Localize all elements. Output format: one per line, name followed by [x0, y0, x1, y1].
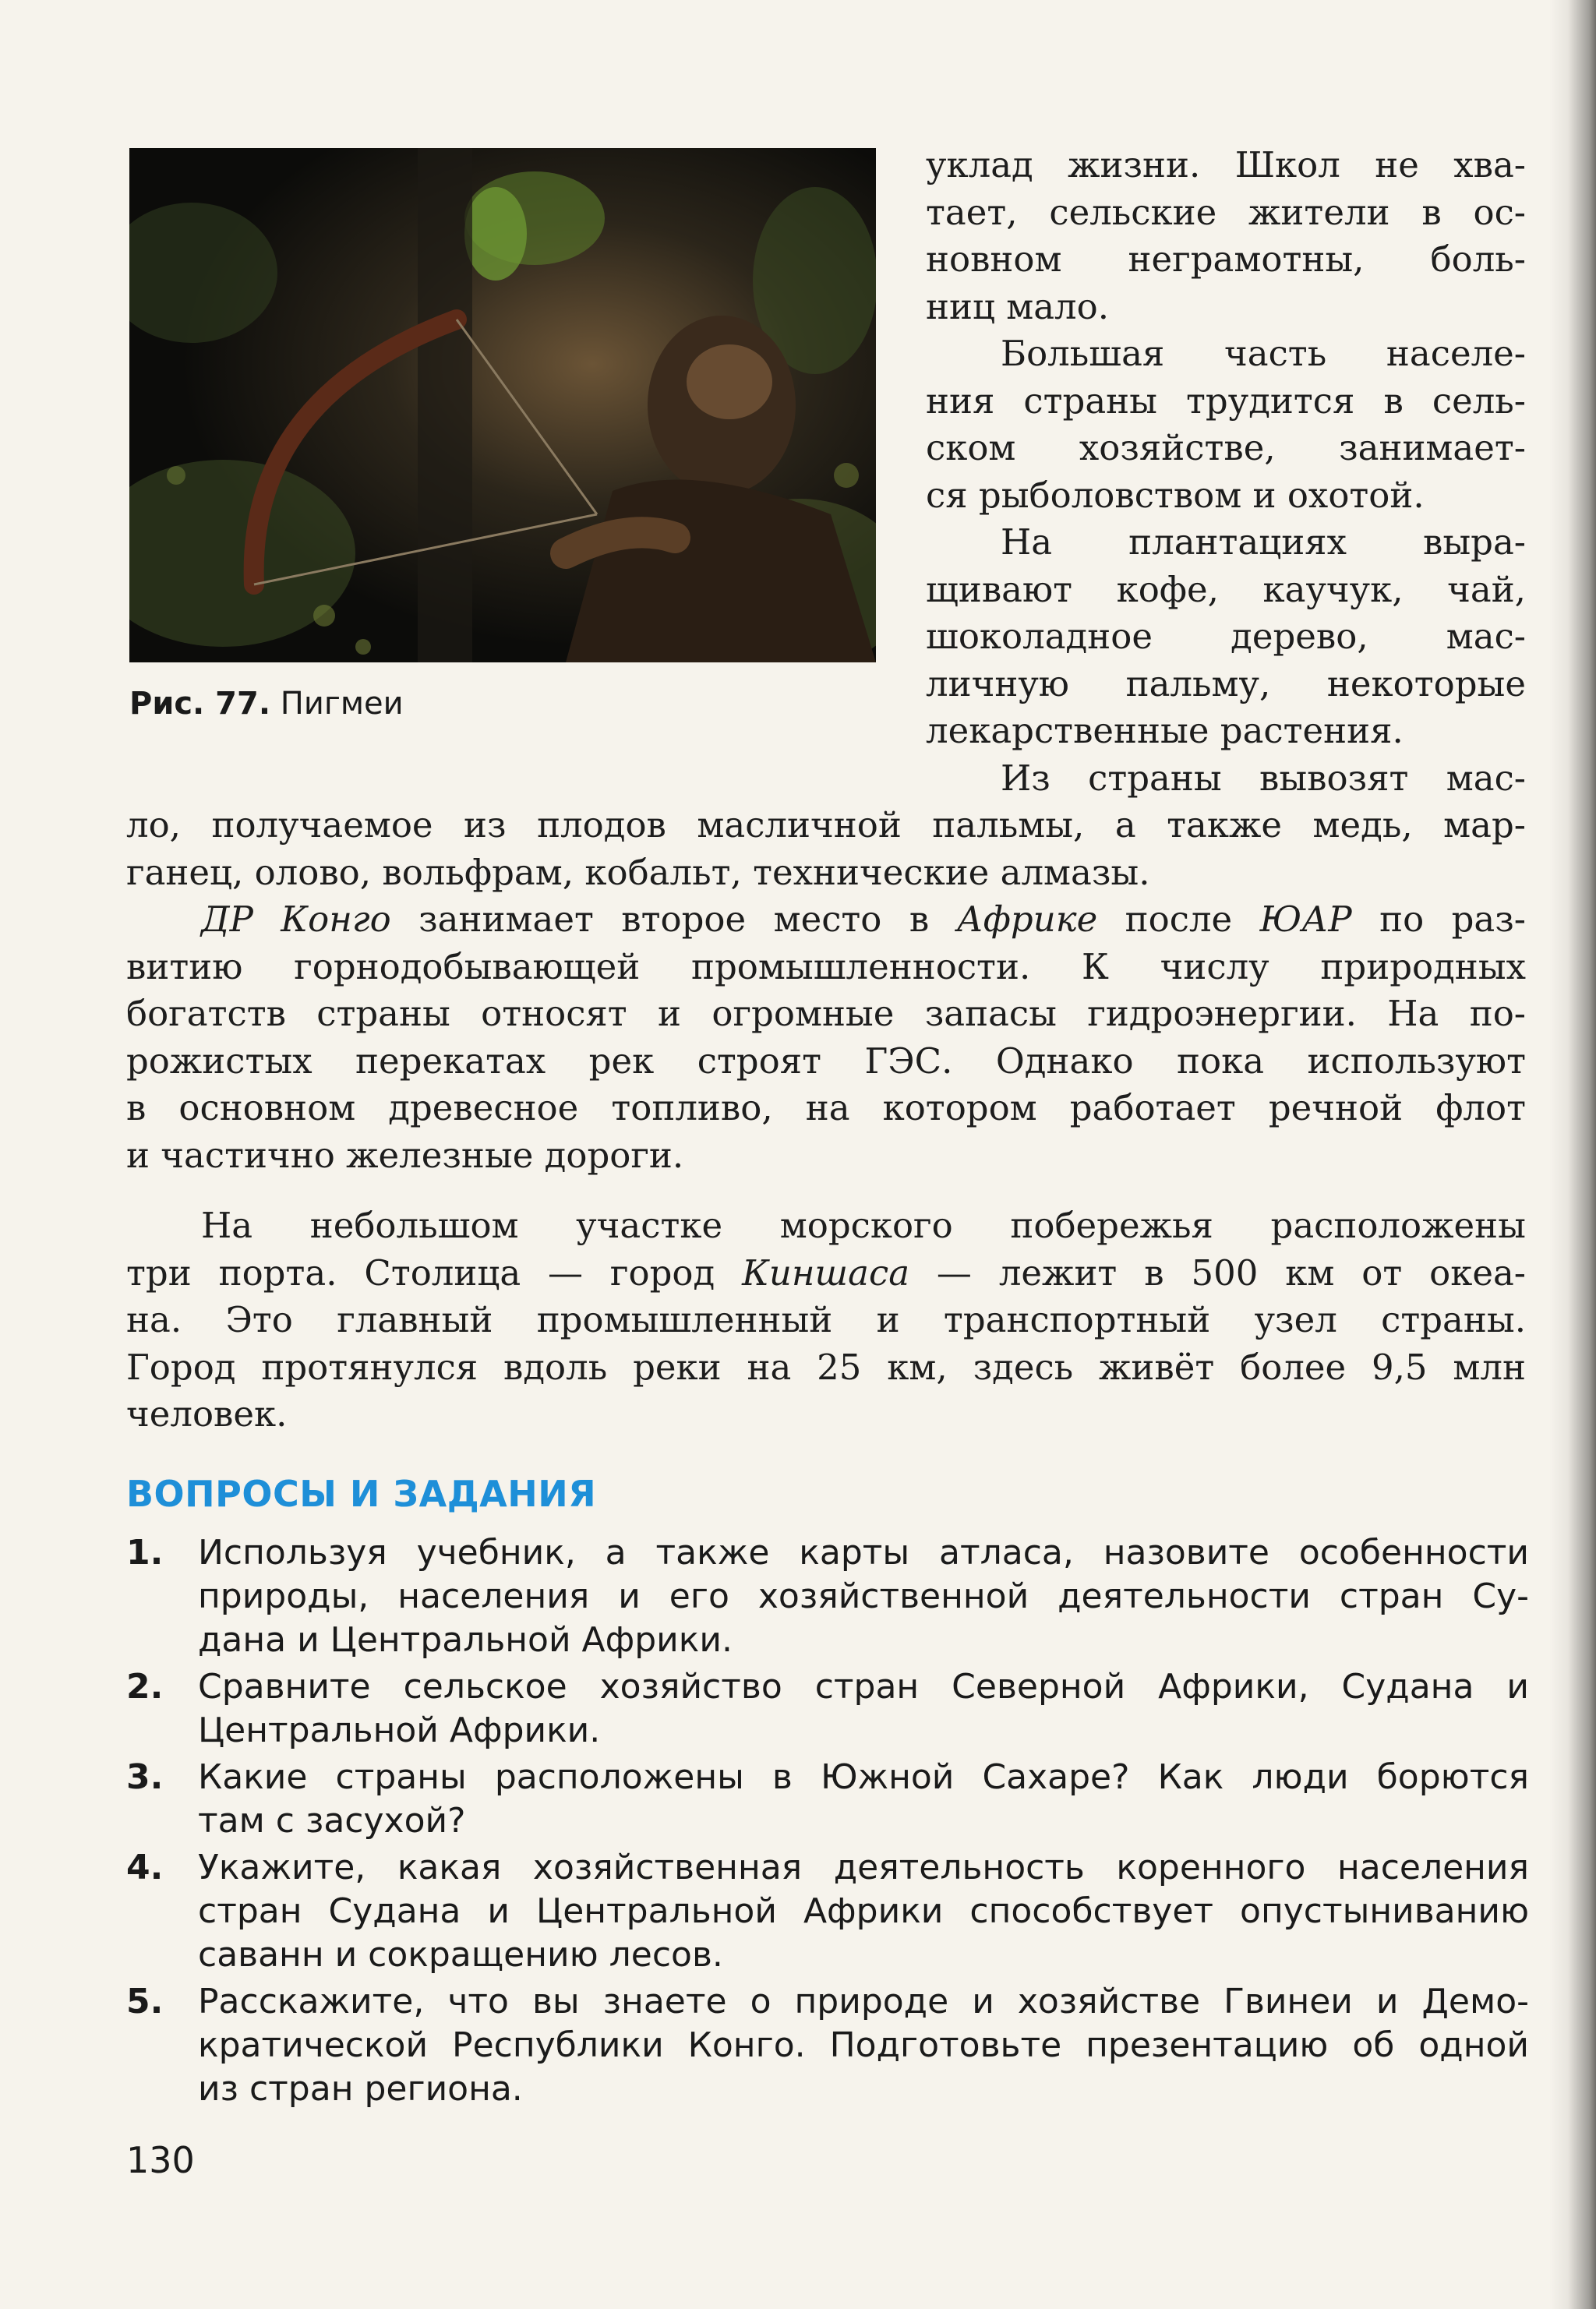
paragraph-kinshasa [126, 1202, 1526, 1439]
text-line: богатств страны относят и огромные запасы гидроэнергии. На по- [126, 993, 1526, 1034]
text-line: ганец, олово, вольфрам, кобальт, технические алмазы. [126, 851, 1150, 893]
text-line: ся рыболовством и охотой. [926, 474, 1425, 516]
text-line: щивают кофе, каучук, чай, [926, 568, 1526, 610]
questions-list [126, 1531, 1529, 2114]
text-line: ДР Конго занимает второе место в Африке после ЮАР по раз- [201, 899, 1526, 940]
question-text-line: Центральной Африки. [198, 1711, 601, 1750]
text-line: витию горнодобывающей промышленности. К числу природных [126, 945, 1526, 987]
question-text-line: там с засухой? [198, 1801, 466, 1841]
question-text-line: стран Судана и Центральной Африки способствует опустыниванию [198, 1891, 1529, 1931]
question-text-line: Какие страны расположены в Южной Сахаре? Как люди борются [198, 1757, 1529, 1797]
question-text-line: природы, населения и его хозяйственной деятельности стран Су- [198, 1576, 1529, 1616]
question-item [126, 1980, 1529, 2111]
term-kinshasa: Киншаса [742, 1252, 910, 1294]
question-item [126, 1531, 1529, 1662]
term-africa: Африке [956, 899, 1098, 940]
question-number: 4. [126, 1848, 164, 1887]
text-line: шоколадное дерево, мас- [926, 616, 1526, 657]
text-line: На плантациях выра- [1001, 521, 1526, 563]
question-text-line: из стран региона. [198, 2069, 523, 2109]
text-line: уклад жизни. Школ не хва- [926, 144, 1526, 185]
question-item [126, 1756, 1529, 1843]
text-line: лекарственные растения. [926, 710, 1404, 751]
text-line: рожистых перекатах рек строят ГЭС. Однако пока используют [126, 1040, 1526, 1082]
question-number: 1. [126, 1533, 164, 1573]
photo-illustration [129, 148, 876, 662]
section-title-questions: ВОПРОСЫ И ЗАДАНИЯ [126, 1473, 597, 1515]
text-line: Город протянулся вдоль реки на 25 км, здесь живёт более 9,5 млн [126, 1346, 1526, 1388]
page-number: 130 [126, 2139, 195, 2181]
text-line: ском хозяйстве, занимает- [926, 427, 1526, 468]
question-number: 2. [126, 1667, 164, 1707]
right-column-text [926, 142, 1526, 802]
book-spine-shadow [1549, 0, 1596, 2309]
question-text-line: Укажите, какая хозяйственная деятельность коренного населения [198, 1848, 1529, 1887]
text-line: на. Это главный промышленный и транспортный узел страны. [126, 1299, 1526, 1340]
text-line: На небольшом участке морского побережья расположены [201, 1205, 1526, 1246]
paragraph-dr-congo [126, 896, 1526, 1179]
figure-caption-text: Пигмеи [270, 686, 404, 722]
figure-photo-pygmies [129, 148, 876, 662]
text-line: личную пальму, некоторые [926, 662, 1526, 704]
term-dr-congo: ДР Конго [201, 899, 391, 940]
figure-caption-label: Рис. 77. [129, 686, 271, 722]
question-text-line: Расскажите, что вы знаете о природе и хозяйстве Гвинеи и Демо- [198, 1982, 1529, 2021]
text-line: тает, сельские жители в ос- [926, 191, 1526, 233]
text-line: в основном древесное топливо, на котором работает речной флот [126, 1087, 1526, 1128]
text-line: ния страны трудится в сель- [926, 380, 1526, 422]
question-item [126, 1665, 1529, 1753]
text-line: три порта. Столица — город Киншаса — лежит в 500 км от океа- [126, 1252, 1526, 1294]
text-line: человек. [126, 1393, 288, 1435]
question-text-line: Сравните сельское хозяйство стран Северной Африки, Судана и [198, 1667, 1529, 1707]
question-item [126, 1846, 1529, 1977]
term-south-africa: ЮАР [1259, 899, 1352, 940]
question-text-line: кратической Республики Конго. Подготовьте презентацию об одной [198, 2025, 1529, 2065]
text-line: новном неграмотны, боль- [926, 238, 1526, 280]
text-line: Большая часть населе- [1001, 333, 1526, 374]
question-text-line: Используя учебник, а также карты атласа, назовите особенности [198, 1533, 1529, 1573]
question-text-line: саванн и сокращению лесов. [198, 1935, 723, 1975]
paragraph-exports [126, 802, 1526, 896]
question-number: 3. [126, 1757, 164, 1797]
figure-caption [129, 686, 404, 722]
question-number: 5. [126, 1982, 164, 2021]
text-line: и частично железные дороги. [126, 1134, 684, 1176]
text-line: ниц мало. [926, 285, 1110, 327]
question-text-line: дана и Центральной Африки. [198, 1620, 733, 1660]
text-line: ло, получаемое из плодов масличной пальмы, а также медь, мар- [126, 804, 1526, 846]
text-line: Из страны вывозят мас- [1001, 757, 1526, 799]
